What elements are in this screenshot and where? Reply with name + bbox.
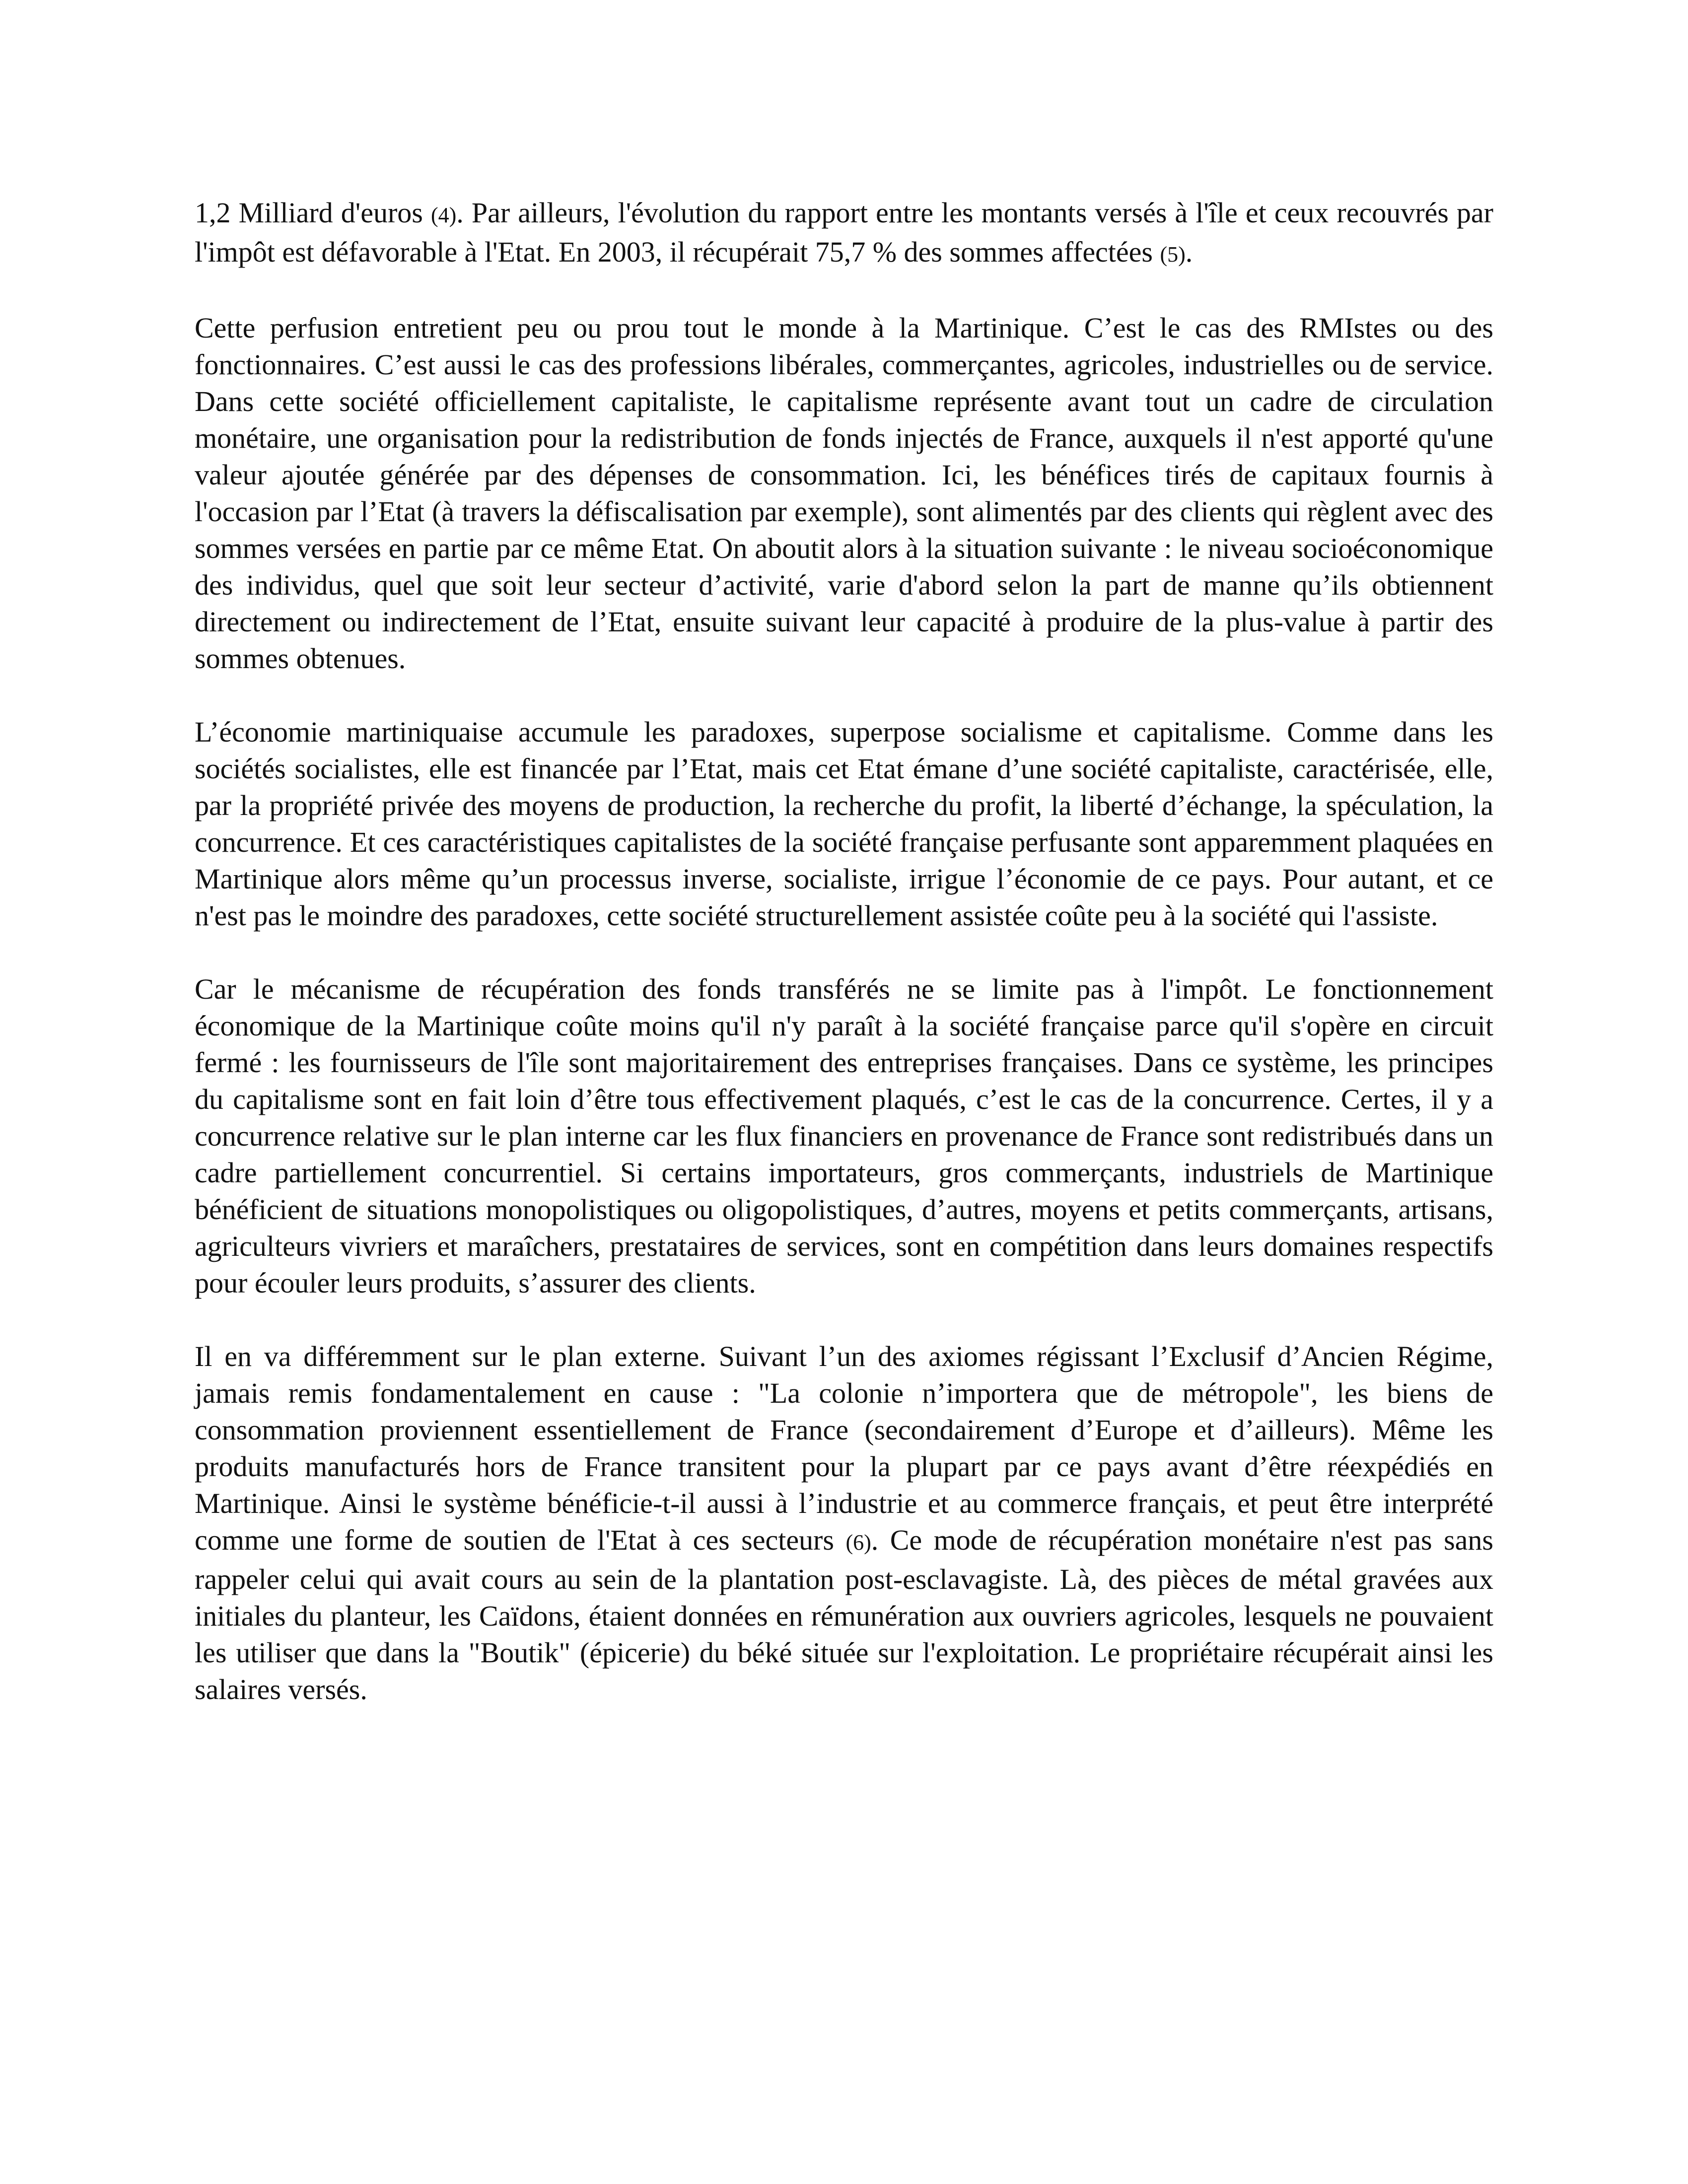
paragraph-text: . Par ailleurs, l'évolution du rapport entre les montants versés à l'île et ceux recouvrés par l'impôt est défavorable à l'Etat. En 2003, il récupérait 75,7 % des sommes affectées [195, 197, 1493, 268]
paragraph-text: . Ce mode de récupération monétaire n'est pas sans rappeler celui qui avait cours au sein de la plantation post-esclavagiste. Là, des pièces de métal gravées aux initiales du planteur, les Caïdons, étaient données en rémunération aux ouvriers agricoles, lesquels ne pouvaient les utiliser que dans la "Boutik" (épicerie) du béké située sur l'exploitation. Le propriétaire récupérait ainsi les salaires versés. [195, 1524, 1493, 1706]
paragraph-2 [195, 310, 1493, 677]
footnote-reference: (5) [1160, 242, 1186, 267]
paragraph-text: Car le mécanisme de récupération des fonds transférés ne se limite pas à l'impôt. Le fonctionnement économique de la Martinique coûte moins qu'il n'y paraît à la société française parce qu'il s'opère en circuit fermé : les fournisseurs de l'île sont majoritairement des entreprises françaises. Dans ce système, les principes du capitalisme sont en fait loin d’être tous effectivement plaqués, c’est le cas de la concurrence. Certes, il y a concurrence relative sur le plan interne car les flux financiers en provenance de France sont redistribués dans un cadre partiellement concurrentiel. Si certains importateurs, gros commerçants, industriels de Martinique bénéficient de situations monopolistiques ou oligopolistiques, d’autres, moyens et petits commerçants, artisans, agriculteurs vivriers et maraîchers, prestataires de services, sont en compétition dans leurs domaines respectifs pour écouler leurs produits, s’assurer des clients. [195, 973, 1493, 1299]
paragraph-5 [195, 1338, 1493, 1708]
paragraph-text: Cette perfusion entretient peu ou prou tout le monde à la Martinique. C’est le cas des RMIstes ou des fonctionnaires. C’est aussi le cas des professions libérales, commerçantes, agricoles, industrielles ou de service. Dans cette société officiellement capitaliste, le capitalisme représente avant tout un cadre de circulation monétaire, une organisation pour la redistribution de fonds injectés de France, auxquels il n'est apporté qu'une valeur ajoutée générée par des dépenses de consommation. Ici, les bénéfices tirés de capitaux fournis à l'occasion par l’Etat (à travers la défiscalisation par exemple), sont alimentés par des clients qui règlent avec des sommes versées en partie par ce même Etat. On aboutit alors à la situation suivante : le niveau socioéconomique des individus, quel que soit leur secteur d’activité, varie d'abord selon la part de manne qu’ils obtiennent directement ou indirectement de l’Etat, ensuite suivant leur capacité à produire de la plus-value à partir des sommes obtenues. [195, 312, 1493, 675]
paragraph-3 [195, 714, 1493, 934]
paragraph-text: . [1185, 236, 1193, 268]
footnote-reference: (4) [430, 203, 457, 227]
footnote-reference: (6) [845, 1530, 871, 1555]
paragraph-4 [195, 971, 1493, 1301]
paragraph-text: L’économie martiniquaise accumule les paradoxes, superpose socialisme et capitalisme. Comme dans les sociétés socialistes, elle est financée par l’Etat, mais cet Etat émane d’une société capitaliste, caractérisée, elle, par la propriété privée des moyens de production, la recherche du profit, la liberté d’échange, la spéculation, la concurrence. Et ces caractéristiques capitalistes de la société française perfusante sont apparemment plaquées en Martinique alors même qu’un processus inverse, socialiste, irrigue l’économie de ce pays. Pour autant, et ce n'est pas le moindre des paradoxes, cette société structurellement assistée coûte peu à la société qui l'assiste. [195, 716, 1493, 932]
paragraph-text: 1,2 Milliard d'euros [195, 197, 431, 229]
document-page [195, 195, 1493, 1745]
paragraph-text: Il en va différemment sur le plan externe. Suivant l’un des axiomes régissant l’Exclusif d’Ancien Régime, jamais remis fondamentalement en cause : "La colonie n’importera que de métropole", les biens de consommation proviennent essentiellement de France (secondairement d’Europe et d’ailleurs). Même les produits manufacturés hors de France transitent pour la plupart par ce pays avant d’être réexpédiés en Martinique. Ainsi le système bénéficie-t-il aussi à l’industrie et au commerce français, et peut être interprété comme une forme de soutien de l'Etat à ces secteurs [195, 1340, 1493, 1556]
paragraph-1 [195, 195, 1493, 273]
